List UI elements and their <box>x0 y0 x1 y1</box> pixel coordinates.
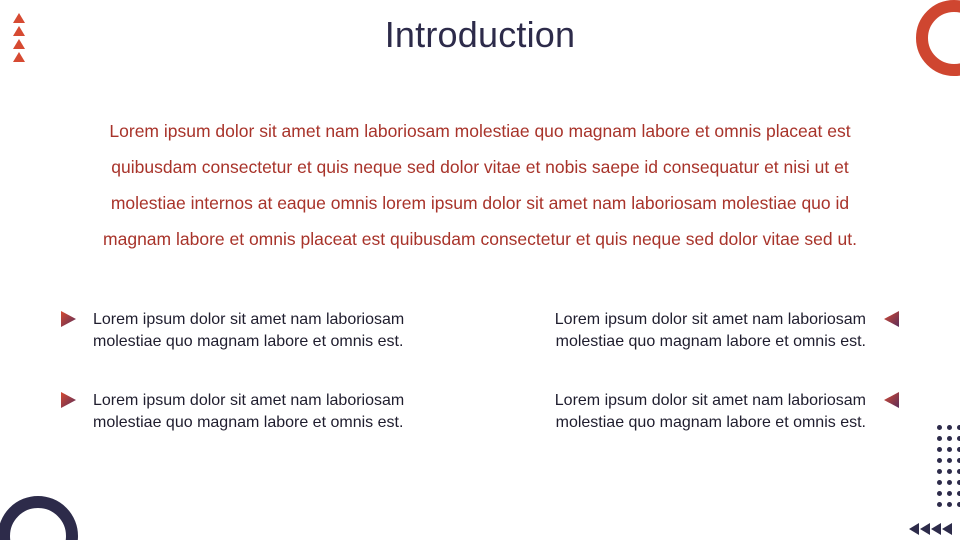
bullet-line: Lorem ipsum dolor sit amet nam laboriosam <box>554 392 866 409</box>
dot <box>947 436 952 441</box>
dot <box>937 502 942 507</box>
triangle-left-icon <box>884 311 900 327</box>
triangle-right-icon <box>60 311 76 327</box>
bullet-line: Lorem ipsum dolor sit amet nam laboriosam <box>554 311 866 328</box>
intro-paragraph <box>40 113 920 257</box>
intro-line: Lorem ipsum dolor sit amet nam laboriosam molestiae quo magnam labore et omnis placeat est <box>109 121 851 141</box>
dot <box>937 436 942 441</box>
dot <box>937 480 942 485</box>
bullet-line: molestiae quo magnam labore et omnis est. <box>555 414 866 431</box>
dot <box>947 458 952 463</box>
dot <box>937 458 942 463</box>
bullet-item <box>93 309 473 353</box>
bullet-line: Lorem ipsum dolor sit amet nam laboriosam <box>93 392 405 409</box>
dot <box>937 469 942 474</box>
dot <box>937 491 942 496</box>
bullet-line: molestiae quo magnam labore et omnis est. <box>555 333 866 350</box>
intro-line: molestiae internos at eaque omnis lorem ipsum dolor sit amet nam laboriosam molestiae quo id <box>110 193 850 213</box>
dot <box>947 469 952 474</box>
arrow-decoration-bottom-right <box>909 523 952 535</box>
dot <box>947 425 952 430</box>
dot <box>947 480 952 485</box>
bullet-item <box>93 390 473 434</box>
bullet-line: Lorem ipsum dolor sit amet nam laboriosam <box>93 311 405 328</box>
triangle-left-icon <box>884 392 900 408</box>
triangle-left-icon <box>920 523 930 535</box>
bullet-item <box>488 390 866 434</box>
triangle-right-icon <box>60 392 76 408</box>
intro-line: quibusdam consectetur et quis neque sed dolor vitae et nobis saepe id consequatur et nisi ut et <box>111 157 849 177</box>
dot <box>947 502 952 507</box>
triangle-left-icon <box>909 523 919 535</box>
intro-line: magnam labore et omnis placeat est quibusdam consectetur et quis neque sed dolor vitae sed ut. <box>103 229 857 249</box>
bullet-line: molestiae quo magnam labore et omnis est. <box>93 333 404 350</box>
dot <box>937 425 942 430</box>
dot <box>947 447 952 452</box>
triangle-left-icon <box>931 523 941 535</box>
slide-title: Introduction <box>384 14 576 55</box>
bullet-line: molestiae quo magnam labore et omnis est. <box>93 414 404 431</box>
dot <box>947 491 952 496</box>
triangle-left-icon <box>942 523 952 535</box>
dot-grid-decoration <box>937 425 960 507</box>
ring-decoration-bottom-left <box>0 496 78 540</box>
dot <box>937 447 942 452</box>
bullet-item <box>488 309 866 353</box>
